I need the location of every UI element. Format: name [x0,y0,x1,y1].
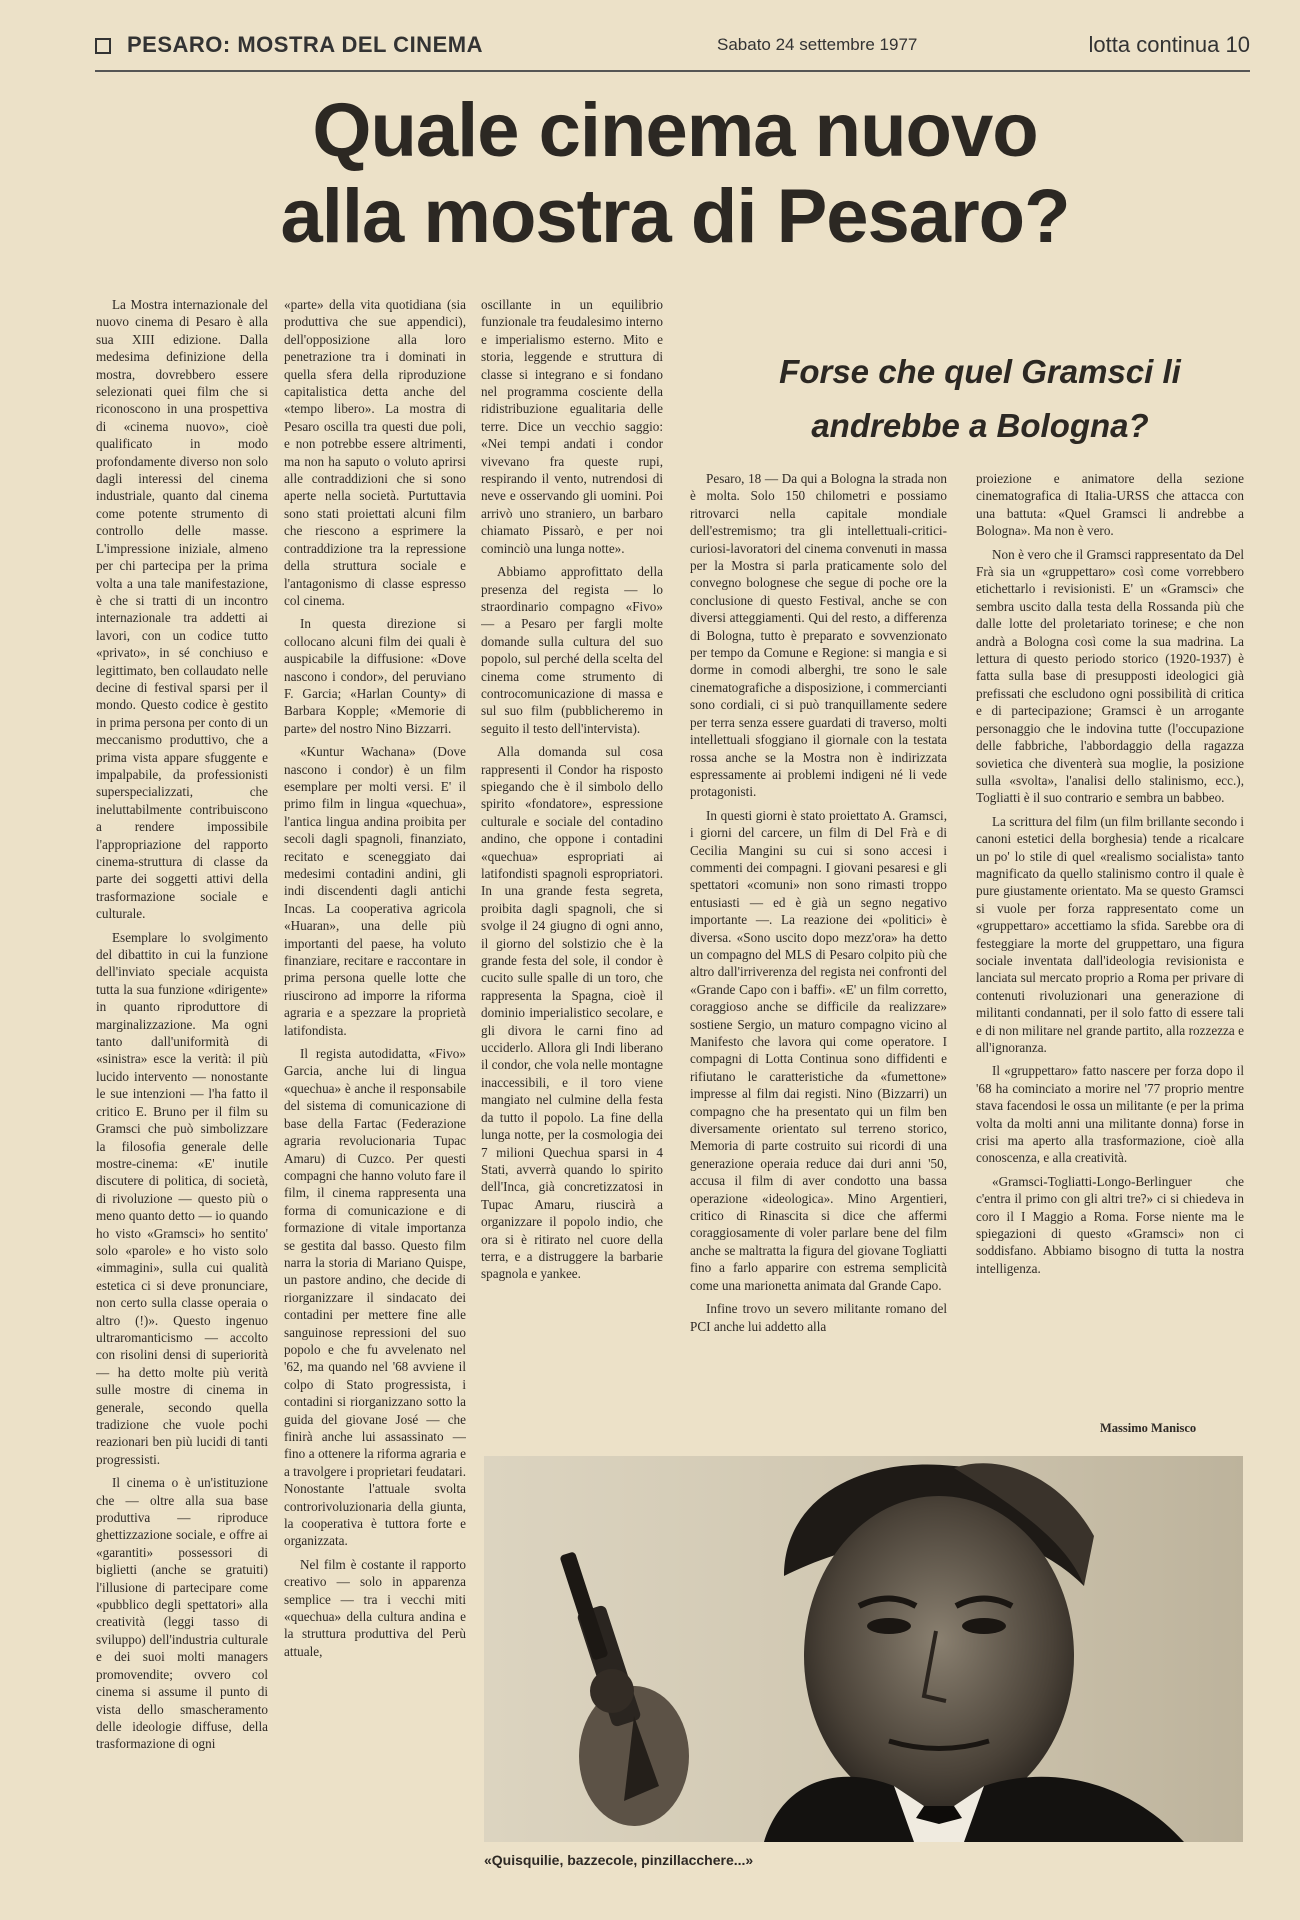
main-article-column-2 [284,296,466,1896]
header-rule [95,70,1250,72]
main-article-column-1 [96,296,268,1896]
paragraph: Alla domanda sul cosa rappresenti il Condor ha risposto spiegando che è il simbolo dello spirito «fondatore», espressione culturale e sociale del contadino andino, che oppone i contadini «quechua» espropriati ai latifondisti spagnoli espropriatori. In una grande festa segreta, proibita dagli spagnoli, che si svolge il 24 giugno di ogni anno, il giorno del solstizio che è la grande festa del sole, il condor è cucito sulle spalle di un toro, che rappresenta la Spagna, cioè il dominio imperialistico secolare, e gli divora le carni fino ad ucciderlo. Allora gli Indi liberano il condor, che vola nelle montagne inaccessibili, e il toro viene mangiato nel culmine della festa da tutto il popolo. La fine della lunga notte, per la cosmologia dei 7 milioni Quechua sparsi in 4 Stati, avverrà quando lo spirito dell'Inca, già concretizzatosi in Tupac Amaru, riuscirà a organizzare il popolo indio, che ora si è ritirato nel cuore della terra, e a distruggere la barbarie spagnola e yankee. [481,744,663,1282]
section-title: PESARO: MOSTRA DEL CINEMA [127,32,483,57]
paragraph: «Kuntur Wachana» (Dove nascono i condor) è un film esemplare per molti versi. E' il primo film in lingua «quechua», l'antica lingua andina proibita per secoli dagli spagnoli, finanziato, recitato e sceneggiato dai medesimi contadini andini, gli indi discendenti dagli antichi Incas. La cooperativa agricola «Huaran», una delle più importanti del paese, ha voluto finanziare, recitare e raccontare in prima persona quelle lotte che riuscirono ad imporre la riforma agraria e a spezzare la proprietà latifondista. [284,744,466,1038]
main-headline [150,88,1200,260]
paragraph: «parte» della vita quotidiana (sia produttiva che sue appendici), dell'opposizione alla loro penetrazione tra i dominati in quella sfera della riproduzione capitalistica detta anche del «tempo libero». La mostra di Pesaro oscilla tra questi due poli, e non potrebbe essere altrimenti, ma non ha saputo o voluto aprirsi alle contraddizioni che si sono aperte nella società. Purtuttavia sono stati proiettati alcuni film che riescono a esprimere la contraddizione tra la repressione della struttura sociale e l'antagonismo di classe espresso col cinema. [284,297,466,608]
side-headline-line-2: andrebbe a Bologna? [811,407,1149,444]
paragraph: Il cinema o è un'istituzione che — oltre alla sua base produttiva — riproduce ghettizzazione sociale, e offre ai «garantiti» possessori di biglietti (anche se gratuiti) l'illusione di partecipare come «pubblico degli spettatori» alla creatività (leggi tasso di sviluppo) dell'industria culturale e dei suoi molti managers promovendite; ovvero col cinema si assume il punto di vista dello smascheramento delle ideologie diffuse, della trasformazione di ogni [96,1475,268,1752]
film-still-photo [484,1456,1243,1842]
paragraph: La scrittura del film (un film brillante secondo i canoni estetici della borghesia) tende a ricalcare un po' lo stile di quel «realismo socialista» tanto magnificato da quello stalinismo contro il quale è pure giustamente orientato. Ma se questo Gramsci si vuole per forza rappresentato come un «gruppettaro» accettiamo la sfida. Sarebbe ora di festeggiare la morte del gruppettaro, una figura sociale inventata dall'ideologia revisionista e lanciata sul mercato proprio a Roma per privare di contenuti rivoluzionari una generazione di militanti condannati, per il solo fatto di essere tali e di non militare nel grande partito, alla rozzezza e all'ignoranza. [976,813,1244,1055]
paragraph: proiezione e animatore della sezione cinematografica di Italia-URSS che attacca con una battuta: «Quel Gramsci li andrebbe a Bologna». Ma non è vero. [976,471,1244,539]
paragraph: La Mostra internazionale del nuovo cinema di Pesaro è alla sua XIII edizione. Dalla medesima definizione della mostra, dovrebbero essere selezionati quei film che si riconoscono in una prospettiva di «cinema nuovo», cioè qualificato in modo profondamente diverso non solo dagli interessi del cinema industriale, quanto dal cinema come potente strumento di controllo delle masse. L'impressione iniziale, almeno per chi partecipa per la prima volta a una tale manifestazione, è che si tratti di un incontro internazionale tra addetti ai lavori, con un codice tutto «privato», in sé conchiuso e legittimato, ben collaudato nelle decine di festival sparsi per il mondo. Questo codice è gestito in prima persona per conto di un meccanismo produttivo, che a prima vista appare sfuggente e impalpabile, da professionisti superspecializzati, che ineluttabilmente contribuiscono a rendere impossibile l'appropriazione del rapporto cinema-struttura di classe da parte dei soggetti attivi della trasformazione sociale e culturale. [96,297,268,922]
paragraph: Il «gruppettaro» fatto nascere per forza dopo il '68 ha cominciato a morire nel '77 proprio mentre stava facendosi le ossa un militante (e per la prima volta da molti anni una militante donna) forse in crisi ma aperto alla trasformazione, cioè alla conoscenza, e alla creatività. [976,1063,1244,1166]
paragraph: oscillante in un equilibrio funzionale tra feudalesimo interno e imperialismo esterno. Mito e storia, leggende e struttura di classe si integrano e si fondano nel programma cosciente della ridistribuzione egualitaria delle terre. Dice un vecchio saggio: «Nei tempi andati i condor vivevano fra queste rupi, respirando il vento, nutrendosi di neve e osservando gli uomini. Poi arrivò uno straniero, un barbaro chiamato Pissarò, e per noi cominciò una lunga notte». [481,297,663,556]
paragraph: Esemplare lo svolgimento del dibattito in cui la funzione dell'inviato speciale acquista tutta la sua funzione «dirigente» in quanto riproduttore di marginalizzazione. Ma ogni tanto dall'uniformità di «sinistra» esce la verità: il più lucido intervento — nonostante le sue intenzioni — l'ha fatto il critico E. Bruno per il film su Gramsci che può simbolizzare la filosofia generale delle mostre-cinema: «E' inutile discutere di politica, di società, di rivoluzione — questo più o meno quanto detto — io quando ho visto «Gramsci» ho sentito' solo «parole» e ho visto solo «immagini», sulla cui qualità estetica ci si deve pronunciare, non certo sulla classe operaia o altro (!)». Questo ingenuo ultraromanticismo — accolto con risolini densi di superiorità — ha detto molte più verità sulle mostre di cinema in generale, secondo quella tradizione che vuole pochi reazionari ben più lucidi di tanti progressisti. [96,929,268,1467]
page-header [95,30,1250,64]
side-article-column-1 [690,470,947,1432]
headline-line-1: Quale cinema nuovo [312,88,1038,173]
byline: Massimo Manisco [1100,1421,1197,1435]
paragraph: Nel film è costante il rapporto creativo — solo in apparenza semplice — tra i vecchi miti «quechua» della cultura andina e la struttura produttiva del Perù attuale, [284,1556,466,1659]
paragraph: Non è vero che il Gramsci rappresentato da Del Frà sia un «gruppettaro» così come vorrebbero etichettarlo i revisionisti. E' un «Gramsci» che sembra uscito dalla testa della Rossanda più che dalle lotte del proletariato torinese; e che non andrà a Bologna così come la sua madrina. La lettura di questo periodo storico (1920-1937) è fatta sulla base di presupposti ideologici già prefissati che escludono ogni possibilità di critica e di partecipazione; Gramsci è un arrogante personaggio che le indovina tutte (l'occupazione delle fabbriche, l'abbordaggio della ragazza sovietica che diventerà sua moglie, la posizione sulla «svolta», l'analisi dello stalinismo, ecc.), Togliatti è il suo contrario e sembra un babbeo. [976,546,1244,806]
main-article-column-3 [481,296,663,1442]
issue-date: Sabato 24 settembre 1977 [717,35,918,54]
paragraph: Il regista autodidatta, «Fivo» Garcia, anche lui di lingua «quechua» è anche il responsabile del sistema di comunicazione di base della Fartac (Federazione agraria revolucionaria Tupac Amaru) di Cuzco. Per questi compagni che hanno voluto fare il film, il cinema rappresenta una forma di comunicazione e di formazione di vitale importanza se gestita dal basso. Questo film narra la storia di Mariano Quispe, un pastore andino, che decide di riorganizzare il sindacato dei contadini per mettere fine alle sanguinose repressioni del suo popolo e che fu avvelenato nel '62, ma quando nel '68 avviene il colpo di Stato progressista, i contadini si riorganizzano sotto la guida del giovane José — che finirà anche lui assassinato — fino a ottenere la riforma agraria e a travolgere i proprietari feudatari. Nonostante l'attuale svolta controrivoluzionaria della giunta, la cooperativa è tuttora forte e organizzata. [284,1046,466,1549]
paragraph: In questa direzione si collocano alcuni film dei quali è auspicabile la diffusione: «Dove nascono i condor», del peruviano F. Garcia; «Harlan County» di Barbara Kopple; «Memorie di parte» del nostro Nino Bizzarri. [284,616,466,736]
headline-line-2: alla mostra di Pesaro? [280,174,1070,259]
paragraph: «Gramsci-Togliatti-Longo-Berlinguer che c'entra il primo con gli altri tre?» ci si chiedeva in coro il I Maggio a Roma. Forse niente ma le spiegazioni di questo «Gramsci» non ci soddisfano. Abbiamo bisogno di tutta la nostra intelligenza. [976,1173,1244,1276]
paper-name-page-number: lotta continua 10 [1088,32,1250,57]
paragraph: In questi giorni è stato proiettato A. Gramsci, i giorni del carcere, un film di Del Frà e di Cecilia Mangini su cui si sono accesi i commenti dei compagni. I giovani pesaresi e gli spettatori «comuni» non sono rimasti troppo entusiasti — ed è già un segno negativo importante —. La reazione dei «politici» è diversa. «Sono uscito dopo mezz'ora» ha detto un compagno del MLS di Pesaro colpito più che altro dall'irriverenza del regista nei confronti del «Grande Capo con i baffi». «E' un film corretto, coraggioso anche se difficile da realizzare» sostiene Sergio, un maturo compagno vicino al Manifesto che lavora qui come operatore. I compagni di Lotta Continua sono diffidenti e rifiutano le caratteristiche da «fumettone» impresse al film dai registi. Nino (Bizzarri) un compagno che ha presentato qui un film ben diversamente orientato sul terreno storico, Memoria di parte costruito sui ricordi di una generazione operaia reduce dai duri anni '50, accusa il film di aver condotto una bassa operazione «ideologica». Mino Argentieri, critico di Rinascita si dice che affermi coraggiosamente di voler parlare bene del film anche se maltratta la figura del giovane Togliatti fino a farlo apparire con estrema semplicità come una marionetta animata dal Grande Capo. [690,807,947,1293]
photo-illustration [484,1456,1243,1842]
side-article-column-2 [976,470,1244,1416]
side-article-headline [700,345,1260,453]
photo-caption: «Quisquilie, bazzecole, pinzillacchere...» [484,1852,754,1868]
paragraph: Infine trovo un severo militante romano del PCI anche lui addetto alla [690,1301,947,1334]
paragraph: Abbiamo approfittato della presenza del regista — lo straordinario compagno «Fivo» — a Pesaro per fargli molte domande sulla cultura del suo popolo, sul perché della scelta del cinema come strumento di controcomunicazione di massa e sul suo film (pubblicheremo in seguito il testo dell'intervista). [481,564,663,736]
side-headline-line-1: Forse che quel Gramsci li [779,353,1181,390]
paragraph: Pesaro, 18 — Da qui a Bologna la strada non è molta. Solo 150 chilometri e possiamo ritrovarci nella capitale mondiale dell'estremismo; tra gli intellettuali-critici-curiosi-lavoratori del cinema convenuti in massa per la Mostra si parla praticamente solo del convegno bolognese che segue di poche ore la conclusione di questo Festival, anche se con diversi atteggiamenti. Qui del resto, a differenza di Bologna, tutto è preparato e sovvenzionato per tempo da Comune e Regione: si mangia e si dorme in comodi alberghi, tre sono le sale cinematografiche a disposizione, i commercianti sono cordiali, ci si può tranquillamente sedere per terra senza essere guardati di traverso, molti intellettuali sfoggiano il giornale con la testata rossa anche se la Mostra non è indirizzata espressamente ai problemi indigeni né li vede protagonisti. [690,471,947,800]
section-box-icon [95,38,111,54]
